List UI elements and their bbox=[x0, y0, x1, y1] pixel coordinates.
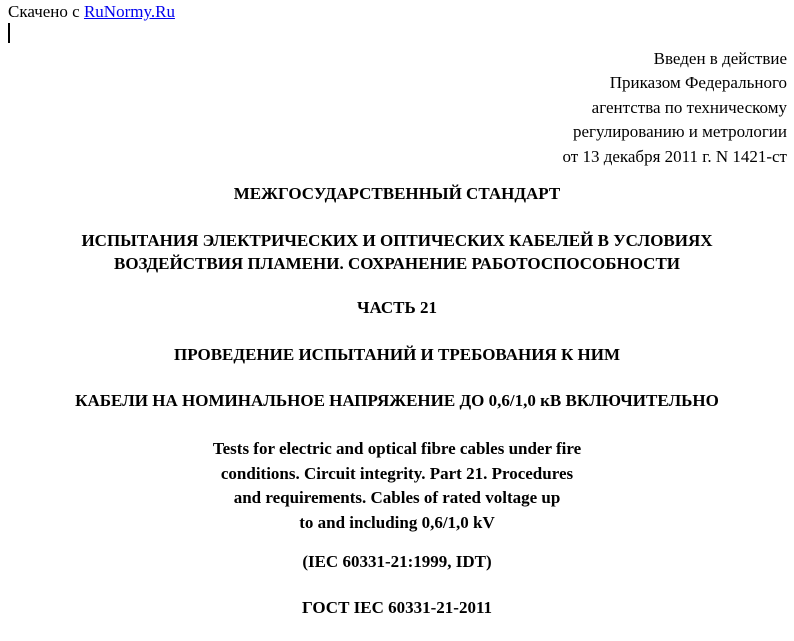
document-title-line: ВОЗДЕЙСТВИЯ ПЛАМЕНИ. СОХРАНЕНИЕ РАБОТОСПОСОБНОСТИ bbox=[113, 254, 681, 273]
enactment-line: Приказом Федерального bbox=[609, 73, 787, 93]
document-title-line: ИСПЫТАНИЯ ЭЛЕКТРИЧЕСКИХ И ОПТИЧЕСКИХ КАБЕЛЕЙ В УСЛОВИЯХ bbox=[81, 231, 713, 250]
enactment-line: регулированию и метрологии bbox=[572, 122, 787, 142]
enactment-line: агентства по техническому bbox=[591, 97, 787, 117]
source-line bbox=[8, 2, 175, 22]
iec-reference: (IEC 60331-21:1999, IDT) bbox=[302, 552, 492, 571]
english-title-line: to and including 0,6/1,0 kV bbox=[299, 512, 495, 532]
subtitle-heading: ПРОВЕДЕНИЕ ИСПЫТАНИЙ И ТРЕБОВАНИЯ К НИМ bbox=[173, 345, 621, 364]
english-title bbox=[0, 437, 794, 535]
enactment-line: Введен в действие bbox=[653, 49, 787, 68]
standard-type-heading: МЕЖГОСУДАРСТВЕННЫЙ СТАНДАРТ bbox=[233, 184, 561, 203]
source-link[interactable]: RuNormy.Ru bbox=[83, 2, 175, 21]
english-title-line: Tests for electric and optical fibre cables under fire bbox=[212, 439, 582, 458]
scope-heading: КАБЕЛИ НА НОМИНАЛЬНОЕ НАПРЯЖЕНИЕ ДО 0,6/1,0 кВ ВКЛЮЧИТЕЛЬНО bbox=[75, 391, 719, 410]
english-title-line: conditions. Circuit integrity. Part 21. Procedures bbox=[220, 463, 574, 483]
enactment-line: от 13 декабря 2011 г. N 1421-ст bbox=[562, 146, 787, 166]
text-cursor bbox=[8, 23, 10, 43]
english-title-line: and requirements. Cables of rated voltage up bbox=[233, 488, 561, 507]
part-heading: ЧАСТЬ 21 bbox=[356, 298, 437, 317]
source-prefix: Скачено с bbox=[8, 2, 84, 21]
gost-number: ГОСТ IEC 60331-21-2011 bbox=[301, 598, 493, 617]
enactment-note bbox=[562, 47, 787, 169]
document-title bbox=[0, 229, 794, 275]
